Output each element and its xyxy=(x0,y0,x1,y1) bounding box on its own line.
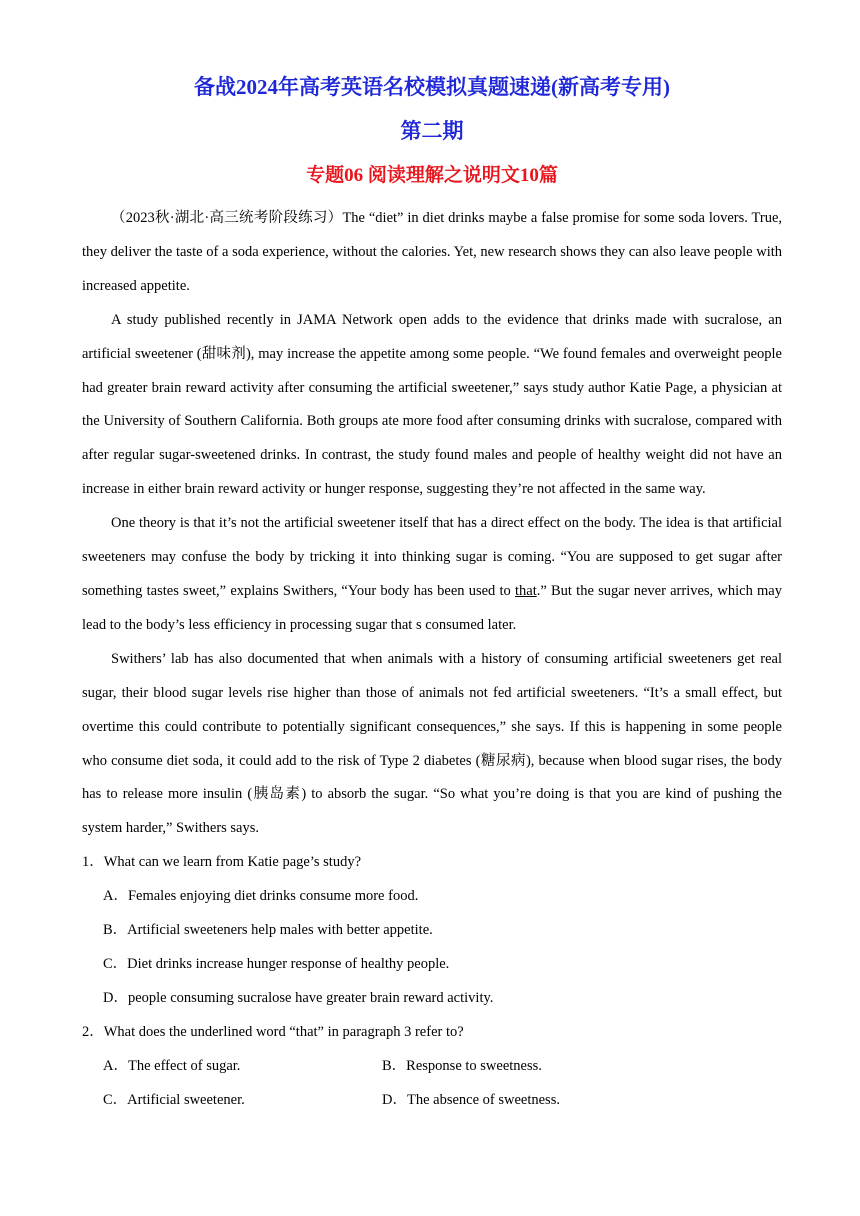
paragraph-2: A study published recently in JAMA Network open adds to the evidence that drinks made with sucralose, an artificial sweetener (甜味剂), may increase the appetite among some people. “We found females and overweight people had greater brain reward activity after consuming the artificial sweetener,” says study author Katie Page, a physician at the University of Southern California. Both groups ate more food after consuming drinks with sucralose, compared with after regular sugar-sweetened drinks. In contrast, the study found males and people of healthy weight did not have an increase in either brain reward activity or hunger response, suggesting they’re not affected in the same way. xyxy=(82,311,782,498)
question-2-options-row-1 xyxy=(82,1050,782,1084)
question-2-option-d: D．The absence of sweetness. xyxy=(382,1091,560,1108)
question-1-option-c: C．Diet drinks increase hunger response of healthy people. xyxy=(103,955,450,972)
question-2-option-c: C．Artificial sweetener. xyxy=(103,1091,245,1108)
question-2 xyxy=(82,1016,782,1118)
question-1-option-b: B．Artificial sweeteners help males with better appetite. xyxy=(103,922,433,939)
issue-label: 第二期 xyxy=(400,119,464,143)
paragraph-3 xyxy=(82,507,782,643)
underlined-word: that xyxy=(515,582,537,599)
question-1-option-a: A．Females enjoying diet drinks consume more food. xyxy=(103,888,419,905)
paragraph-1 xyxy=(82,202,782,304)
question-2-option-a: A．The effect of sugar. xyxy=(103,1057,241,1074)
document-title: 备战2024年高考英语名校模拟真题速递(新高考专用) xyxy=(194,75,670,99)
question-1 xyxy=(82,846,782,1016)
paragraph-4: Swithers’ lab has also documented that when animals with a history of consuming artificial sweeteners get real sugar, their blood sugar levels rise higher than those of animals not fed artificial sweeteners. “It’s a small effect, but overtime this could contribute to potentially significant consequences,” she says. If this is happening in some people who consume diet soda, it could add to the risk of Type 2 diabetes (糖尿病), because when blood sugar rises, the body has to release more insulin (胰岛素) to absorb the sugar. “So what you’re doing is that you are kind of pushing the system harder,” Swithers says. xyxy=(82,650,782,837)
question-2-options-row-2 xyxy=(82,1084,782,1118)
question-1-option-d: D．people consuming sucralose have greater brain reward activity. xyxy=(103,989,494,1006)
question-1-stem: 1．What can we learn from Katie page’s study? xyxy=(82,854,362,871)
reading-passage xyxy=(82,202,782,1117)
passage-source: （2023秋·湖北·高三统考阶段练习） xyxy=(111,210,343,226)
question-2-option-b: B．Response to sweetness. xyxy=(382,1057,542,1074)
paragraph-3-text-after: .” But the sugar never arrives, which may lead to the body’s less efficiency in processing sugar that s consumed later. xyxy=(82,582,782,633)
paragraph-1-text: The “diet” in diet drinks maybe a false promise for some soda lovers. True, they deliver the taste of a soda experience, without the calories. Yet, new research shows they can also leave people with increased appetite. xyxy=(82,210,783,294)
paragraph-3-text-before: One theory is that it’s not the artificial sweetener itself that has a direct effect on the body. The idea is that artificial sweeteners may confuse the body by tricking it into thinking sugar is coming. “You are supposed to get sugar after something tastes sweet,” explains Swithers, “Your body has been used to xyxy=(82,515,782,599)
question-2-stem: 2．What does the underlined word “that” in paragraph 3 refer to? xyxy=(82,1023,464,1040)
topic-subtitle: 专题06 阅读理解之说明文10篇 xyxy=(306,165,558,186)
